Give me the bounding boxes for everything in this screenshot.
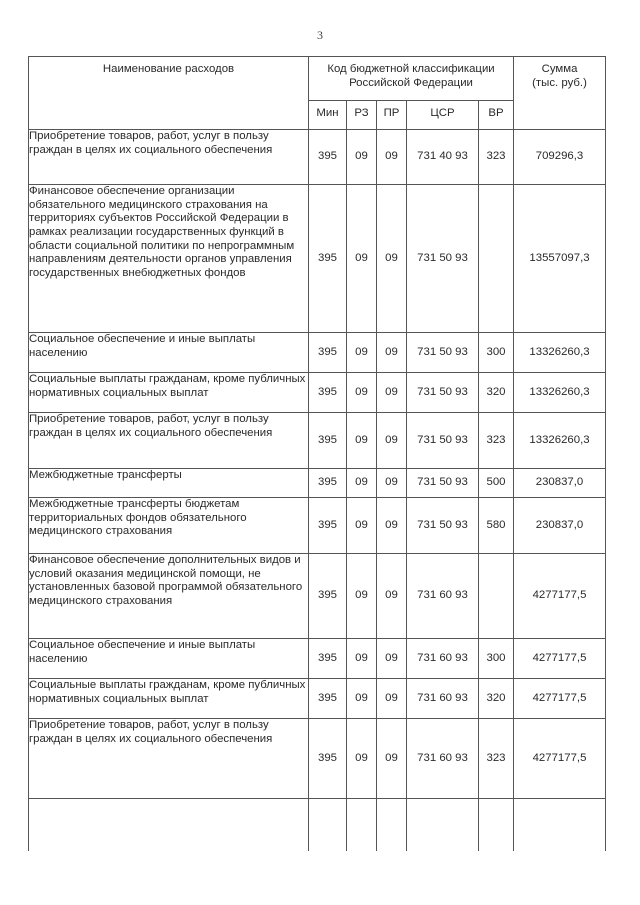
code-min: 395 — [309, 554, 347, 639]
header-vr: ВР — [479, 101, 514, 130]
code-min: 395 — [309, 679, 347, 719]
code-pr: 09 — [377, 469, 407, 498]
code-pr: 09 — [377, 413, 407, 469]
expense-name: Социальные выплаты гражданам, кроме публичных нормативных социальных выплат — [29, 373, 309, 413]
code-rz: 09 — [347, 185, 377, 333]
table-row — [29, 498, 606, 554]
code-rz: 09 — [347, 333, 377, 373]
table-row — [29, 413, 606, 469]
code-rz: 09 — [347, 130, 377, 185]
code-csr: 731 60 93 — [407, 719, 479, 799]
expense-name: Приобретение товаров, работ, услуг в пользу граждан в целях их социального обеспечения — [29, 413, 309, 469]
amount: 4277177,5 — [514, 639, 606, 679]
table-row — [29, 639, 606, 679]
code-csr: 731 60 93 — [407, 679, 479, 719]
header-rz: РЗ — [347, 101, 377, 130]
empty-cell — [309, 799, 347, 852]
table-row — [29, 333, 606, 373]
code-vr: 300 — [479, 639, 514, 679]
code-min: 395 — [309, 130, 347, 185]
code-pr: 09 — [377, 373, 407, 413]
amount: 709296,3 — [514, 130, 606, 185]
code-vr: 323 — [479, 130, 514, 185]
empty-cell — [479, 799, 514, 852]
code-vr: 580 — [479, 498, 514, 554]
code-rz: 09 — [347, 679, 377, 719]
expense-name: Приобретение товаров, работ, услуг в пользу граждан в целях их социального обеспечения — [29, 719, 309, 799]
amount: 13326260,3 — [514, 333, 606, 373]
code-min: 395 — [309, 469, 347, 498]
amount: 4277177,5 — [514, 719, 606, 799]
code-vr — [479, 554, 514, 639]
header-name: Наименование расходов — [29, 57, 309, 130]
code-pr: 09 — [377, 639, 407, 679]
empty-cell — [347, 799, 377, 852]
empty-cell — [377, 799, 407, 852]
code-csr: 731 60 93 — [407, 554, 479, 639]
amount: 230837,0 — [514, 469, 606, 498]
budget-table — [28, 56, 606, 851]
expense-name: Финансовое обеспечение дополнительных видов и условий оказания медицинской помощи, не установленных базовой программой обязательного медицинского страхования — [29, 554, 309, 639]
code-pr: 09 — [377, 498, 407, 554]
code-min: 395 — [309, 413, 347, 469]
amount: 4277177,5 — [514, 679, 606, 719]
header-code: Код бюджетной классификации Российской Федерации — [309, 57, 514, 101]
amount: 13326260,3 — [514, 413, 606, 469]
code-vr — [479, 185, 514, 333]
code-min: 395 — [309, 373, 347, 413]
table-row — [29, 719, 606, 799]
amount: 4277177,5 — [514, 554, 606, 639]
table-row — [29, 679, 606, 719]
table-row — [29, 130, 606, 185]
code-csr: 731 50 93 — [407, 498, 479, 554]
amount: 230837,0 — [514, 498, 606, 554]
code-min: 395 — [309, 639, 347, 679]
header-sum: Сумма (тыс. руб.) — [514, 57, 606, 130]
table-spacer-row — [29, 799, 606, 852]
expense-name: Межбюджетные трансферты бюджетам территориальных фондов обязательного медицинского страхования — [29, 498, 309, 554]
code-vr: 320 — [479, 373, 514, 413]
empty-cell — [514, 799, 606, 852]
code-csr: 731 50 93 — [407, 333, 479, 373]
header-pr: ПР — [377, 101, 407, 130]
code-pr: 09 — [377, 719, 407, 799]
code-rz: 09 — [347, 719, 377, 799]
code-csr: 731 60 93 — [407, 639, 479, 679]
table-row — [29, 185, 606, 333]
table-row — [29, 554, 606, 639]
code-vr: 320 — [479, 679, 514, 719]
expense-name: Межбюджетные трансферты — [29, 469, 309, 498]
code-vr: 323 — [479, 719, 514, 799]
code-csr: 731 50 93 — [407, 469, 479, 498]
code-csr: 731 50 93 — [407, 413, 479, 469]
code-vr: 300 — [479, 333, 514, 373]
table-row — [29, 373, 606, 413]
page-number: 3 — [317, 28, 323, 42]
code-pr: 09 — [377, 333, 407, 373]
code-rz: 09 — [347, 554, 377, 639]
expense-name: Социальное обеспечение и иные выплаты населению — [29, 333, 309, 373]
expense-name: Социальное обеспечение и иные выплаты населению — [29, 639, 309, 679]
code-pr: 09 — [377, 130, 407, 185]
code-rz: 09 — [347, 373, 377, 413]
expense-name: Финансовое обеспечение организации обязательного медицинского страхования на территориях субъектов Российской Федерации в рамках реализации государственных функций в области социальной политики по непрограммным направлениям деятельности органов управления государственных внебюджетных фондов — [29, 185, 309, 333]
code-min: 395 — [309, 185, 347, 333]
code-pr: 09 — [377, 185, 407, 333]
code-rz: 09 — [347, 498, 377, 554]
code-rz: 09 — [347, 413, 377, 469]
header-min: Мин — [309, 101, 347, 130]
code-rz: 09 — [347, 469, 377, 498]
table-row — [29, 469, 606, 498]
code-min: 395 — [309, 719, 347, 799]
expense-name: Социальные выплаты гражданам, кроме публичных нормативных социальных выплат — [29, 679, 309, 719]
code-csr: 731 40 93 — [407, 130, 479, 185]
expense-name: Приобретение товаров, работ, услуг в пользу граждан в целях их социального обеспечения — [29, 130, 309, 185]
code-min: 395 — [309, 333, 347, 373]
code-csr: 731 50 93 — [407, 373, 479, 413]
empty-cell — [407, 799, 479, 852]
code-pr: 09 — [377, 554, 407, 639]
code-pr: 09 — [377, 679, 407, 719]
code-vr: 500 — [479, 469, 514, 498]
empty-cell — [29, 799, 309, 852]
code-vr: 323 — [479, 413, 514, 469]
code-min: 395 — [309, 498, 347, 554]
amount: 13557097,3 — [514, 185, 606, 333]
code-csr: 731 50 93 — [407, 185, 479, 333]
amount: 13326260,3 — [514, 373, 606, 413]
header-csr: ЦСР — [407, 101, 479, 130]
code-rz: 09 — [347, 639, 377, 679]
